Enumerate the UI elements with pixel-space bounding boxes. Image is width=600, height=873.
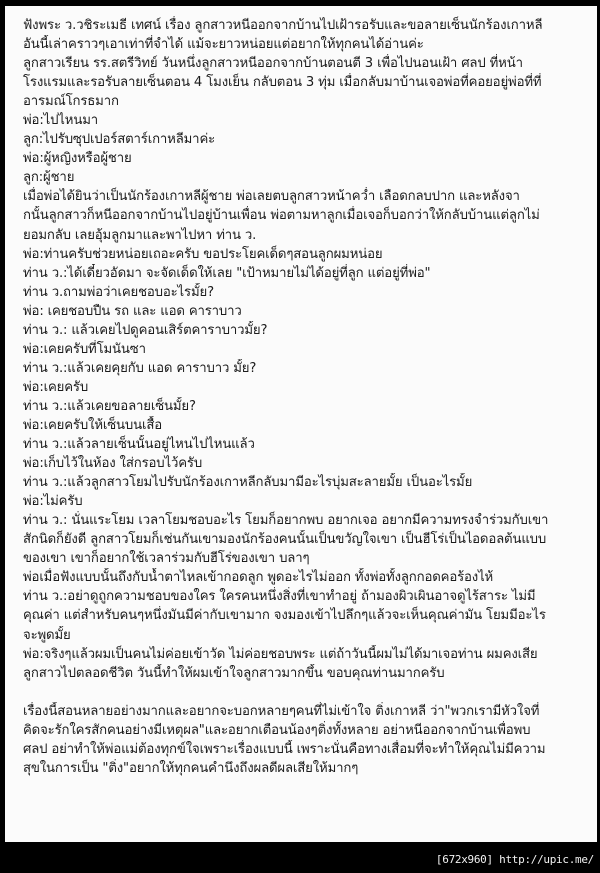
text-line: เมื่อพ่อได้ยินว่าเป็นนักร้องเกาหลีผู้ชาย พ่อเลยตบลูกสาวหน้าคว่ำ เลือดกลบปาก และหลังจา xyxy=(23,189,520,205)
dialogue-line: พ่อ:จริงๆแล้วผมเป็นคนไม่ค่อยเข้าวัด ไม่ค่อยชอบพระ แต่ถ้าวันนี้ผมไม่ได้มาเจอท่าน ผมคงเสีย xyxy=(23,646,538,662)
dialogue-line: พ่อ:ไม่ครับ xyxy=(23,494,83,510)
dialogue-line: คุณค่า แต่สำหรับคนๆหนึ่งมันมีค่ากับเขามาก จงมองเข้าไปลึกๆแล้วจะเห็นคุณค่ามัน โยมมีอะไร xyxy=(23,608,546,624)
dialogue-line: ท่าน ว.:แล้วเคยขอลายเซ็นมั้ย? xyxy=(23,398,196,414)
dialogue-line: พ่อเมื่อฟังแบบนั้นถึงกับน้ำตาไหลเข้ากอดลูก พูดอะไรไม่ออก ทั้งพ่อทั้งลูกกอดคอร้องไห้ xyxy=(23,570,494,586)
dialogue-line: พ่อ: เคยชอบปืน รถ และ แอด คาราบาว xyxy=(23,303,242,319)
conclusion-paragraph xyxy=(23,702,587,778)
text-line: ลูกสาวเรียน รร.สตรีวิทย์ วันหนึ่งลูกสาวหนีออกจากบ้านตอนตี 3 เพื่อไปนอนเฝ้า ศลป ที่หน้า xyxy=(23,56,523,72)
dialogue-line: ท่าน ว.: แล้วเคยไปดูคอนเสิร์ตคาราบาวมั้ย? xyxy=(23,322,268,338)
dialogue-line: ท่าน ว.:แล้วเคยคุยกับ แอด คาราบาว มั้ย? xyxy=(23,360,257,376)
dialogue-line: ลูก:ผู้ชาย xyxy=(23,170,75,186)
dialogue-line: สักนิดก็ยังดี ลูกสาวโยมก็เช่นกันเขามองนักร้องคนนั้นเป็นขวัญใจเขา เป็นฮีโร่เป็นไอดอลต้นแบบ xyxy=(23,532,547,548)
text-post-panel xyxy=(5,6,597,842)
narration-paragraph xyxy=(23,187,587,244)
dialogue-line: พ่อ:เคยครับที่โมนันซา xyxy=(23,341,146,357)
text-line: สุขในการเป็น "ติ่ง"อยากให้ทุกคนคำนึงถึงผลดีผลเสียให้มากๆ xyxy=(23,760,359,776)
dialogue-line: ท่าน ว.:อย่าดูถูกความชอบของใคร ใครคนหนึ่งสิ่งที่เขาทำอยู่ ถ้ามองผิวเผินอาจดูไร้สาระ ไม่มี xyxy=(23,589,536,605)
text-line: กนั้นลูกสาวก็หนีออกจากบ้านไปอยู่บ้านเพื่อน พ่อตามหาลูกเมื่อเจอก็บอกว่าให้กลับบ้านแต่ลูกไม่ xyxy=(23,208,540,224)
text-line: ศลป อย่าทำให้พ่อแม่ต้องทุกข์ใจเพราะเรื่องแบบนี้ เพราะนั่นคือทางเสื่อมที่จะทำให้คุณไม่มีความ xyxy=(23,741,546,757)
dialogue-line: ลูกสาวไปตลอดชีวิต วันนี้ทำให้ผมเข้าใจลูกสาวมากขึ้น ขอบคุณท่านมากครับ xyxy=(23,665,445,681)
dialogue-line: พ่อ:ผู้หญิงหรือผู้ชาย xyxy=(23,151,132,167)
dialogue-line: พ่อ:เคยครับ xyxy=(23,379,89,395)
dialogue-monk-lesson xyxy=(23,511,587,682)
text-line: อารมณ์โกรธมาก xyxy=(23,94,119,110)
text-line: คิดจะรักใครสักคนอย่างมีเหตุผล"และอยากเตือนน้องๆติ่งทั้งหลาย อย่าหนีออกจากบ้านเพื่อพบ xyxy=(23,722,531,738)
dialogue-line: ท่าน ว.ถามพ่อว่าเคยชอบอะไรมั้ย? xyxy=(23,284,214,300)
dialogue-line: พ่อ:เก็บไว้ในห้อง ใส่กรอบไว้ครับ xyxy=(23,456,203,472)
image-host-watermark: [672x960] http://upic.me/ xyxy=(435,853,594,866)
dialogue-line: ท่าน ว.:แล้วลูกสาวโยมไปรับนักร้องเกาหลีกลับมามีอะไรบุ่มสะลายมั้ย เป็นอะไรมั้ย xyxy=(23,475,473,491)
dialogue-line: ท่าน ว.: นั่นแระโยม เวลาโยมชอบอะไร โยมก็อยากพบ อยากเจอ อยากมีความทรงจำร่วมกับเขา xyxy=(23,513,549,529)
dialogue-line: ของเขา เขาก็อยากใช้เวลาร่วมกับฮีโร่ของเขา บลาๆ xyxy=(23,551,310,567)
intro-paragraph xyxy=(23,16,587,111)
dialogue-line: พ่อ:ไปไหนมา xyxy=(23,113,98,129)
dialogue-line: พ่อ:ท่านครับช่วยหน่อยเถอะครับ ขอประโยคเด็ดๆสอนลูกผมหน่อย xyxy=(23,246,383,262)
text-line: อันนี้เล่าคราวๆเอาเท่าที่จำได้ แม้จะยาวหน่อยแต่อยากให้ทุกคนได้อ่านค่ะ xyxy=(23,37,424,53)
text-line: ยอมกลับ เลยอุ้มลูกมาและพาไปหา ท่าน ว. xyxy=(23,227,257,243)
dialogue-father-monk xyxy=(23,245,587,512)
dialogue-line: ท่าน ว.:แล้วลายเซ็นนั้นอยู่ไหนไปไหนแล้ว xyxy=(23,437,255,453)
text-line: ฟังพระ ว.วชิระเมธี เทศน์ เรื่อง ลูกสาวหนีออกจากบ้านไปเฝ้ารอรับและขอลายเซ็นนักร้องเกาหลี xyxy=(23,18,543,33)
dialogue-line: ท่าน ว.:ได้เดี๋ยวอัดมา จะจัดเด็ดให้เลย "เป้าหมายไม่ได้อยู่ที่ลูก แต่อยู่ที่พ่อ" xyxy=(23,265,431,281)
dialogue-line: พ่อ:เคยครับให้เซ็นบนเสื้อ xyxy=(23,417,163,433)
dialogue-line: จะพูดมั้ย xyxy=(23,627,71,643)
dialogue-line: ลูก:ไปรับซุปเปอร์สตาร์เกาหลีมาค่ะ xyxy=(23,132,216,148)
text-line: โรงแรมและรอรับลายเซ็นตอน 4 โมงเย็น กลับตอน 3 ทุ่ม เมื่อกลับมาบ้านเจอพ่อที่คอยอยู่พ่อที่ที่ xyxy=(23,75,542,91)
paragraph-spacer xyxy=(23,683,587,702)
dialogue-father-daughter xyxy=(23,111,587,187)
text-line: เรื่องนี้สอนหลายอย่างมากและอยากจะบอกหลายๆคนที่ไม่เข้าใจ ติ่งเกาหลี ว่า"พวกเรามีหัวใจที่ xyxy=(23,703,540,719)
